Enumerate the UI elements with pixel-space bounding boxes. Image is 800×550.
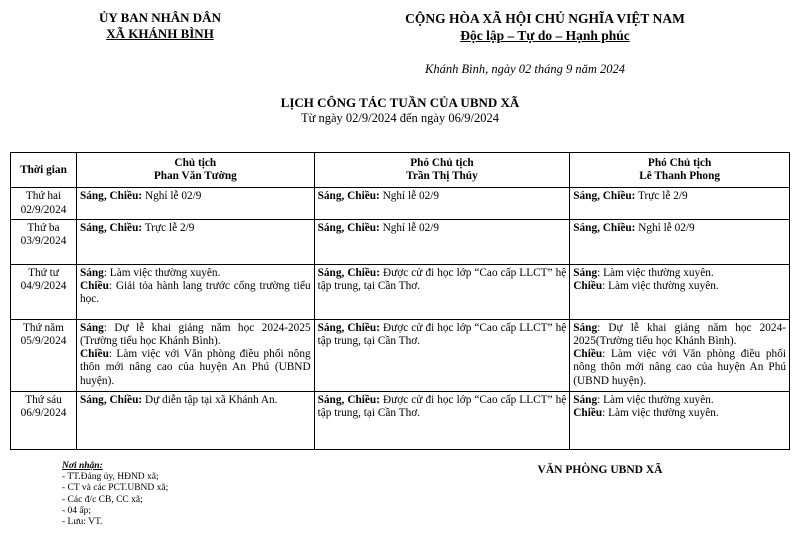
day-cell [11, 264, 77, 319]
recipient-item: - TT.Đảng ủy, HĐND xã; [62, 472, 159, 483]
header-time: Thời gian [11, 153, 77, 188]
schedule-entry [573, 222, 786, 235]
chairman-cell [76, 188, 314, 219]
entry-label: Chiều [573, 348, 603, 361]
entry-label: Chiều [573, 407, 603, 420]
day-date: 04/9/2024 [20, 280, 67, 293]
entry-text: : Làm việc với Văn phòng điều phối nông thôn mới nâng cao của huyện An Phú (UBND huyện). [79, 348, 311, 387]
day-cell [11, 219, 77, 264]
day-date: 06/9/2024 [20, 407, 67, 420]
entry-text: : Làm việc thường xuyên. [602, 280, 719, 293]
entry-label: Chiều [573, 280, 603, 293]
entry-text: : Làm việc thường xuyên. [103, 266, 221, 279]
day-date: 03/9/2024 [20, 235, 67, 248]
schedule-entry [318, 222, 567, 235]
org-line1: ỦY BAN NHÂN DÂN [99, 10, 221, 25]
schedule-entry [318, 322, 567, 348]
schedule-entry [573, 394, 786, 407]
entry-text: Được cử đi học lớp “Cao cấp LLCT” hệ tập trung, tại Cần Thơ. [317, 266, 567, 293]
schedule-entry [80, 394, 311, 407]
table-header-row [11, 153, 790, 188]
entry-label: Sáng, Chiều: [79, 190, 143, 203]
schedule-entry [573, 322, 786, 348]
entry-label: Sáng, Chiều: [317, 221, 380, 234]
entry-label: Sáng, Chiều: [317, 393, 380, 406]
entry-label: Sáng, Chiều: [317, 266, 380, 279]
entry-label: Sáng, Chiều: [317, 190, 380, 203]
schedule-entry [80, 222, 311, 235]
day-cell [11, 319, 77, 391]
schedule-entry [80, 348, 311, 388]
table-row [11, 391, 790, 449]
header-person: Lê Thanh Phong [639, 170, 721, 183]
entry-text: Nghỉ lễ 02/9 [379, 190, 440, 203]
schedule-entry [318, 190, 567, 203]
chairman-cell [76, 219, 314, 264]
chairman-cell [76, 319, 314, 391]
entry-text: Nghỉ lễ 02/9 [142, 190, 202, 203]
entry-label: Sáng, Chiều: [79, 221, 143, 234]
day-date: 02/9/2024 [20, 203, 67, 216]
vice-chairman-2-cell [570, 391, 790, 449]
schedule-entry [573, 267, 786, 280]
vice-chairman-1-cell [314, 264, 570, 319]
vice-chairman-1-cell [314, 219, 570, 264]
org-header [60, 10, 260, 42]
entry-label: Sáng [573, 266, 598, 279]
day-name: Thứ ba [27, 221, 60, 234]
entry-text: Được cử đi học lớp “Cao cấp LLCT” hệ tập trung, tại Cần Thơ. [317, 321, 567, 348]
vice-chairman-1-cell [314, 391, 570, 449]
day-name: Thứ tư [28, 266, 59, 279]
recipient-item: - CT và các PCT.UBND xã; [62, 483, 169, 494]
entry-text: Dự diễn tập tại xã Khánh An. [142, 393, 278, 406]
schedule-entry [80, 190, 311, 203]
entry-text: : Giải tỏa hành lang trước cổng trường tiểu học. [79, 280, 311, 306]
vice-chairman-1-cell [314, 319, 570, 391]
entry-label: Sáng, Chiều: [573, 221, 636, 234]
schedule-entry [80, 267, 311, 280]
header-role: Chủ tịch [174, 157, 217, 169]
header-vice-chairman-2 [570, 153, 790, 188]
header-vice-chairman-1 [314, 153, 570, 188]
office-signature: VĂN PHÒNG UBND XÃ [537, 464, 663, 476]
entry-text: Nghỉ lễ 02/9 [635, 221, 695, 234]
schedule-entry [573, 407, 786, 420]
schedule-entry [318, 394, 567, 420]
entry-text: : Dự lễ khai giảng năm học 2024-2025(Trường tiểu học Khánh Bình). [573, 321, 786, 348]
vice-chairman-1-cell [314, 188, 570, 219]
day-date: 05/9/2024 [20, 335, 67, 348]
nation-header [325, 10, 765, 44]
document-subtitle: Từ ngày 02/9/2024 đến ngày 06/9/2024 [300, 111, 500, 125]
chairman-cell [76, 264, 314, 319]
recipients [62, 461, 168, 528]
entry-text: : Làm việc với Văn phòng điều phối nông thôn mới nâng cao của huyện An Phú (UBND huyện). [573, 348, 786, 387]
vice-chairman-2-cell [570, 264, 790, 319]
schedule-entry [573, 190, 786, 203]
entry-text: : Làm việc thường xuyên. [597, 266, 714, 279]
table-row [11, 264, 790, 319]
schedule-table [10, 152, 790, 450]
entry-text: : Dự lễ khai giảng năm học 2024-2025 (Trường tiểu học Khánh Bình). [79, 321, 311, 348]
entry-label: Sáng [573, 321, 598, 334]
recipient-item: - 04 ấp; [62, 505, 92, 516]
entry-label: Chiều [79, 280, 109, 293]
schedule-entry [573, 280, 786, 293]
recipient-item: - Lưu: VT. [62, 517, 103, 528]
entry-label: Sáng, Chiều: [573, 190, 636, 203]
document-date: Khánh Bình, ngày 02 tháng 9 năm 2024 [425, 62, 625, 76]
entry-label: Sáng [79, 266, 104, 279]
table-row [11, 319, 790, 391]
entry-text: Trực lễ 2/9 [635, 190, 688, 203]
schedule-entry [573, 348, 786, 388]
table-row [11, 219, 790, 264]
entry-text: Nghỉ lễ 02/9 [379, 221, 440, 234]
schedule-entry [80, 322, 311, 348]
day-cell [11, 391, 77, 449]
nation-title: CỘNG HÒA XÃ HỘI CHỦ NGHĨA VIỆT NAM [405, 11, 685, 26]
header-role: Phó Chủ tịch [647, 157, 712, 169]
vice-chairman-2-cell [570, 219, 790, 264]
table-row [11, 188, 790, 219]
entry-text: Được cử đi học lớp “Cao cấp LLCT” hệ tập trung, tại Cần Thơ. [317, 393, 567, 420]
org-line2: XÃ KHÁNH BÌNH [106, 26, 214, 41]
schedule-entry [80, 280, 311, 306]
entry-label: Sáng, Chiều: [317, 321, 380, 334]
header-chairman [76, 153, 314, 188]
entry-label: Sáng [79, 321, 104, 334]
day-name: Thứ hai [25, 190, 62, 203]
header-role: Phó Chủ tịch [410, 157, 474, 169]
header-person: Phan Văn Tường [153, 170, 237, 183]
motto: Độc lập – Tự do – Hạnh phúc [460, 28, 630, 43]
recipients-title: Nơi nhận: [62, 461, 103, 471]
recipient-item: - Các đ/c CB, CC xã; [62, 494, 143, 505]
entry-label: Sáng, Chiều: [79, 393, 143, 406]
header-person: Trần Thị Thúy [406, 170, 478, 183]
vice-chairman-2-cell [570, 188, 790, 219]
document-title: LỊCH CÔNG TÁC TUẦN CỦA UBND XÃ [280, 95, 520, 110]
day-name: Thứ sáu [25, 393, 62, 406]
day-name: Thứ năm [23, 321, 64, 334]
schedule-entry [318, 267, 567, 293]
entry-label: Chiều [79, 348, 109, 361]
entry-text: Trực lễ 2/9 [142, 221, 195, 234]
entry-text: : Làm việc thường xuyên. [597, 393, 714, 406]
vice-chairman-2-cell [570, 319, 790, 391]
day-cell [11, 188, 77, 219]
chairman-cell [76, 391, 314, 449]
entry-text: : Làm việc thường xuyên. [602, 407, 719, 420]
entry-label: Sáng [573, 393, 598, 406]
